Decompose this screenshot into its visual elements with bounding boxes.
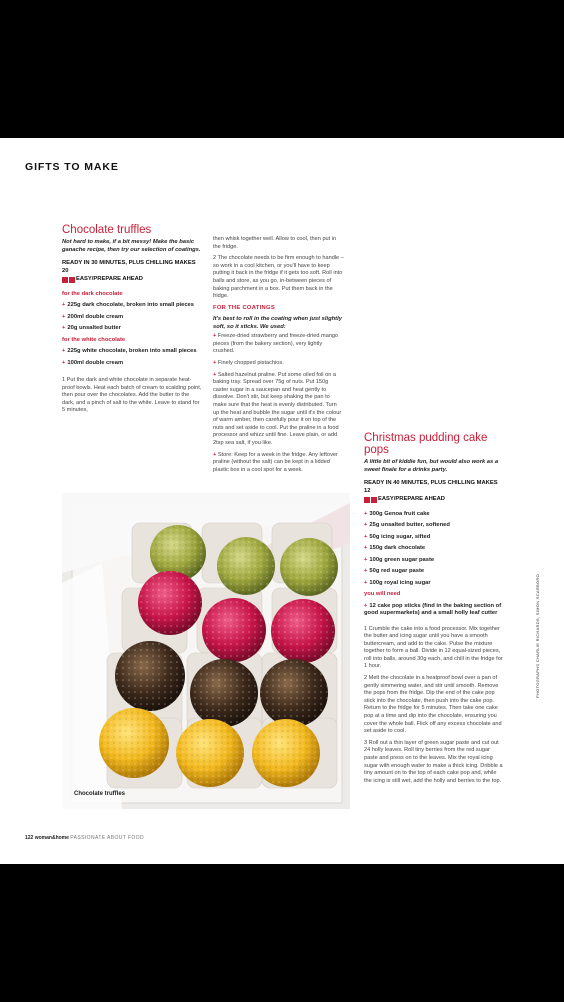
truffles-method-1: 1 Put the dark and white chocolate in separate heat-proof bowls. Heat each batch of cream to scalding point, then pour over the chocolates. Add the butter to the dark, and a pinch of salt to the white. Leave to stand for 5 minutes,: [62, 377, 202, 414]
truffles-difficulty: [62, 276, 202, 284]
page-number: 122: [25, 835, 34, 841]
ingredient-text: 100g green sugar paste: [369, 556, 435, 563]
plus-icon: +: [62, 359, 66, 366]
ingredient-text: 100ml double cream: [67, 359, 124, 366]
cakepops-ingredients: [364, 511, 504, 588]
ingredient-item: [364, 545, 504, 553]
coatings-intro: It's best to roll in the coating when just slightly soft, so it sticks. We used:: [213, 316, 342, 330]
cakepops-method-1: 1 Crumble the cake into a food processor. Mix together the butter and icing sugar until you have a smooth buttercream, and add to the cake. Pulse the mixture together to form a ball. Divide in 12 equal-sized pieces, roll into balls, around 30g each, and chill in the fridge for 1 hour.: [364, 625, 503, 670]
ingredient-text: 12 cake pop sticks (find in the baking section of good supermarkets) and a small holly leaf cutter: [364, 602, 502, 616]
coating-item: [213, 372, 344, 448]
truffles-method-2: 2 The chocolate needs to be firm enough to handle – so work in a cool kitchen, or you'll have to keep putting it back in the fridge if it gets too soft. Roll into balls and store, as you go, in-between pieces of baking parchment in a box. Put them back in the fridge.: [213, 255, 344, 300]
plus-icon: +: [62, 325, 66, 331]
plus-icon: +: [213, 333, 218, 340]
ingredient-text: 200ml double cream: [67, 313, 124, 320]
coatings-overflow-space: [364, 236, 504, 432]
coating-text: Finely chopped pistachios.: [217, 360, 284, 367]
ingredient-text: 50g icing sugar, sifted: [369, 533, 431, 540]
truffles-intro: Not hard to make, if a bit messy! Make the basic ganache recipe, then try our selection of coatings.: [62, 239, 201, 253]
cakepops-title: Christmas pudding cake pops: [364, 432, 488, 456]
plus-icon: +: [213, 360, 218, 367]
ingredient-item: [62, 360, 202, 368]
plus-icon: +: [62, 313, 66, 320]
truffles-ready-time: READY IN 30 MINUTES, PLUS CHILLING MAKES 20: [62, 260, 196, 274]
cakepops-difficulty: [364, 496, 504, 504]
ingredient-text: 100g royal icing sugar: [369, 579, 431, 586]
plus-icon: +: [213, 451, 218, 458]
ingredient-text: 225g white chocolate, broken into small pieces: [67, 348, 197, 354]
plus-icon: +: [62, 348, 66, 354]
ingredient-item: [364, 557, 504, 565]
ingredient-item: [364, 522, 504, 530]
cakepops-method-3: 3 Roll out a thin layer of green sugar paste and cut out 24 holly leaves. Roll tiny berries from the red sugar paste and press on to the leaves. Mix the royal icing sugar with enough water to make a thick icing. Dribble a tiny amount on to the top of each cake pop and, while the icing is still wet, add the holly and berries to the top.: [364, 739, 503, 784]
truffles-column-2: [213, 236, 344, 478]
coatings-title: FOR THE COATINGS: [213, 304, 276, 311]
plus-icon: +: [364, 579, 368, 586]
coating-text: Salted hazelnut praline. Put some oiled foil on a baking tray. Spread over 75g of nuts. Put 150g caster sugar in a saucepan and heat gently to dissolve. Don't stir, but keep shaking the pan to make sure that the heat is evenly distributed. Turn up the heat and bubble the sugar until it's the colour of warm amber, then carefully pour it on top of the nuts and set aside to cool. Put the praline in a food processor and whizz until fine. Leave plain, or add 2tsp sea salt, if you like.: [213, 371, 342, 446]
brand-name: woman&home: [34, 835, 69, 841]
plus-icon: +: [62, 302, 66, 308]
ingredients-white: [62, 348, 202, 367]
ingredient-item: [364, 580, 504, 588]
section-title: GIFTS TO MAKE: [25, 161, 119, 173]
plus-icon: +: [213, 371, 218, 378]
ingredient-text: 225g dark chocolate, broken into small pieces: [67, 302, 195, 308]
difficulty-label: EASY/PREPARE AHEAD: [378, 496, 445, 502]
cakepops-need-title: you will need: [364, 591, 401, 597]
difficulty-label: EASY/PREPARE AHEAD: [76, 276, 143, 282]
plus-icon: +: [364, 568, 368, 574]
cakepops-ready-time: READY IN 40 MINUTES, PLUS CHILLING MAKES 12: [364, 480, 498, 494]
ingredient-text: 300g Genoa fruit cake: [369, 510, 430, 517]
ingredient-item: [62, 348, 202, 356]
difficulty-icon: [364, 497, 370, 503]
coating-item: [213, 360, 344, 368]
cakepops-method-2: 2 Melt the chocolate in a heatproof bowl over a pan of gently simmering water, and stir until smooth. Remove the pops from the fridge. Dip the end of the cake pop stick into the chocolate, then push into the cake pop. Return to the fridge for 5 minutes. Then take one cake pop at a time and dip into the chocolate, ensuring you cover the whole ball. Flick off any excess chocolate and set aside to cool.: [364, 675, 502, 735]
coating-text: Store: Keep for a week in the fridge. Any leftover praline (without the salt) can be kept in a lidded plastic box in a cool spot for a week.: [213, 451, 338, 473]
truffles-illustration: [62, 493, 350, 809]
subheading-white: for the white chocolate: [62, 336, 126, 343]
truffles-method-1-cont: then whisk together well. Allow to cool, then put in the fridge.: [213, 236, 337, 250]
plus-icon: +: [364, 602, 368, 609]
plus-icon: +: [364, 522, 368, 528]
page-footer: [25, 835, 144, 841]
coating-item: [213, 333, 344, 356]
subheading-dark: for the dark chocolate: [62, 290, 123, 297]
ingredient-item: [62, 314, 202, 322]
ingredient-item: [364, 568, 504, 576]
plus-icon: +: [364, 510, 368, 517]
photo-credit: PHOTOGRAPHS CHARLIE RICHARDS, SIMON SCARBORO: [535, 573, 540, 698]
difficulty-icon: [371, 497, 377, 503]
plus-icon: +: [364, 533, 368, 540]
magazine-page: [0, 138, 564, 864]
ingredient-text: 150g dark chocolate: [369, 545, 426, 551]
cakepops-need-list: [364, 603, 504, 618]
difficulty-icon: [62, 277, 68, 283]
ingredient-item: [62, 302, 202, 310]
truffles-photo: [62, 493, 350, 809]
cakepops-column: [364, 236, 504, 789]
brand-tagline: PASSIONATE ABOUT FOOD: [70, 835, 144, 841]
plus-icon: +: [364, 545, 368, 551]
coatings-list: [213, 333, 344, 474]
ingredient-item: [364, 511, 504, 519]
ingredient-item: [62, 325, 202, 333]
ingredient-text: 20g unsalted butter: [67, 325, 121, 331]
ingredient-text: 50g red sugar paste: [369, 568, 425, 574]
coating-text: Freeze-dried strawberry and freeze-dried mango pieces (from the bakery section), very lightly crushed.: [213, 333, 339, 355]
difficulty-icon: [69, 277, 75, 283]
cakepops-intro: A little bit of kiddie fun, but would also work as a sweet finale for a drinks party.: [364, 459, 499, 473]
truffles-title: Chocolate truffles: [62, 224, 152, 236]
ingredient-text: 25g unsalted butter, softened: [369, 522, 450, 528]
ingredient-item: [364, 534, 504, 542]
truffles-column-1: [62, 224, 202, 419]
photo-caption: Chocolate truffles: [74, 791, 126, 797]
coating-item: [213, 452, 344, 475]
plus-icon: +: [364, 556, 368, 563]
ingredient-item: [364, 603, 504, 618]
ingredients-dark: [62, 302, 202, 333]
